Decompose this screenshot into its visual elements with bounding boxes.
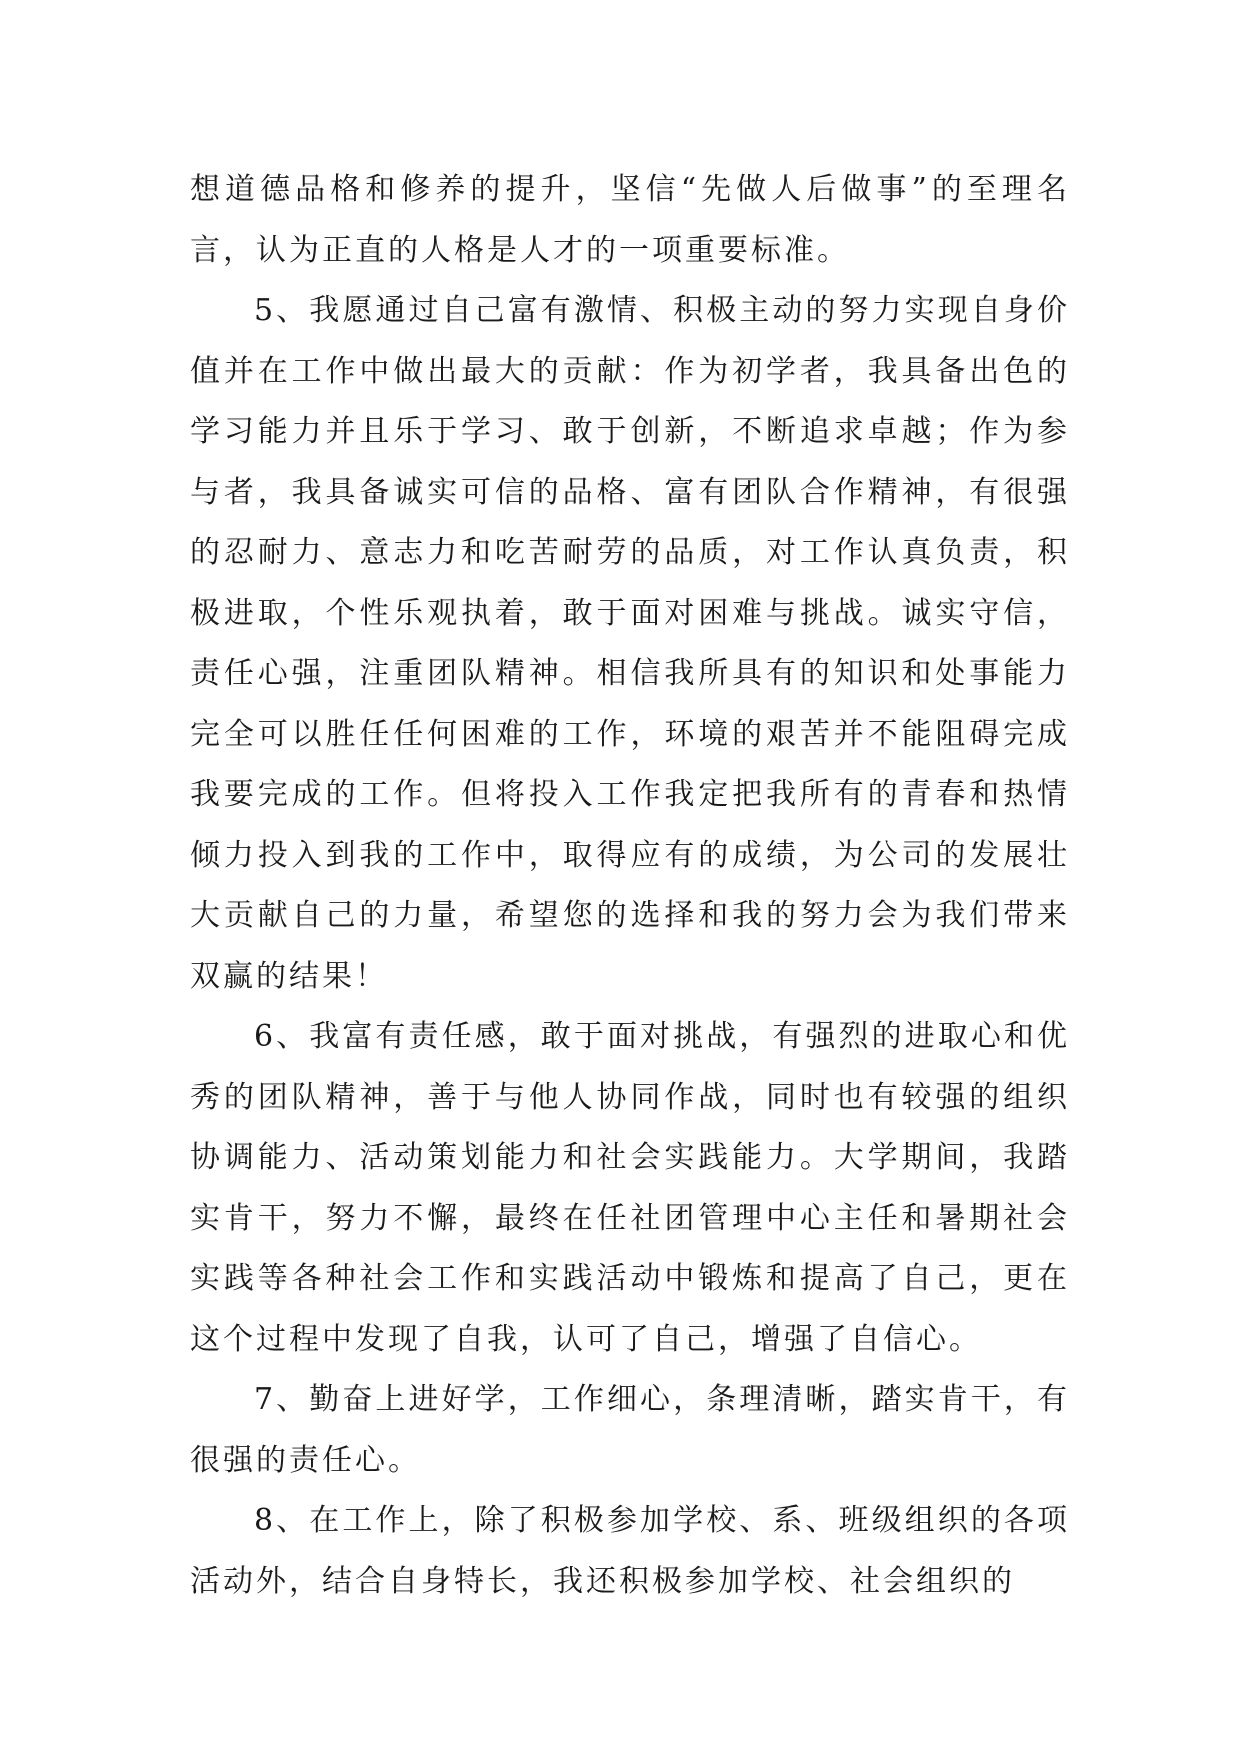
paragraph-item-8: 8、在工作上，除了积极参加学校、系、班级组织的各项活动外，结合自身特长，我还积极参加学校、社会组织的 [190, 1503, 1070, 1599]
document-body [190, 160, 1070, 1612]
paragraph-continuation: 想道德品格和修养的提升，坚信“先做人后做事”的至理名言，认为正直的人格是人才的一项重要标准。 [190, 172, 1070, 268]
paragraph-item-5: 5、我愿通过自己富有激情、积极主动的努力实现自身价值并在工作中做出最大的贡献：作为初学者，我具备出色的学习能力并且乐于学习、敢于创新，不断追求卓越；作为参与者，我具备诚实可信的品格、富有团队合作精神，有很强的忍耐力、意志力和吃苦耐劳的品质，对工作认真负责，积极进取，个性乐观执着，敢于面对困难与挑战。诚实守信，责任心强，注重团队精神。相信我所具有的知识和处事能力完全可以胜任任何困难的工作，环境的艰苦并不能阻碍完成我要完成的工作。但将投入工作我定把我所有的青春和热情倾力投入到我的工作中，取得应有的成绩，为公司的发展壮大贡献自己的力量，希望您的选择和我的努力会为我们带来双赢的结果！ [190, 293, 1070, 994]
paragraph-item-6: 6、我富有责任感，敢于面对挑战，有强烈的进取心和优秀的团队精神，善于与他人协同作战，同时也有较强的组织协调能力、活动策划能力和社会实践能力。大学期间，我踏实肯干，努力不懈，最终在任社团管理中心主任和暑期社会实践等各种社会工作和实践活动中锻炼和提高了自己，更在这个过程中发现了自我，认可了自己，增强了自信心。 [190, 1019, 1070, 1357]
paragraph-item-7: 7、勤奋上进好学，工作细心，条理清晰，踏实肯干，有很强的责任心。 [190, 1382, 1070, 1478]
